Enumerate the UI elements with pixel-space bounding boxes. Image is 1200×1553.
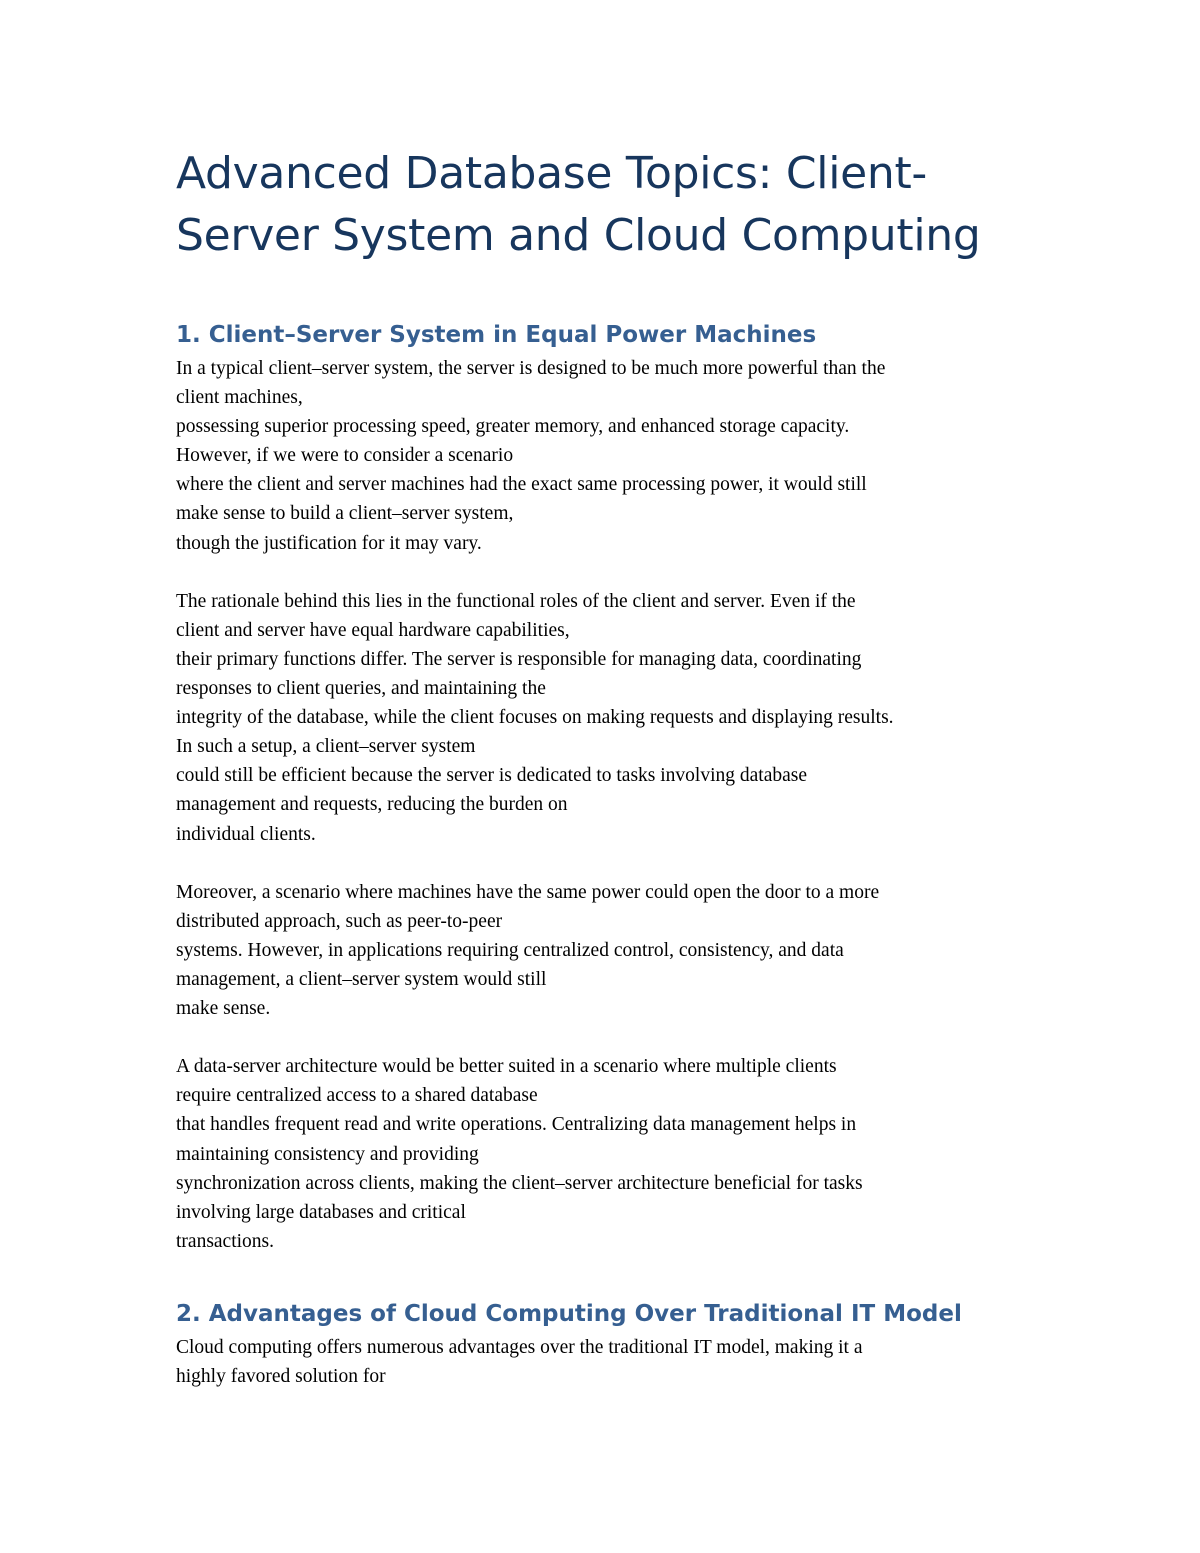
paragraph [176,878,1036,1023]
text-line: possessing superior processing speed, greater memory, and enhanced storage capacity. [176,416,850,438]
text-line: synchronization across clients, making the client–server architecture beneficial for tasks [176,1172,863,1194]
document-page [176,143,1036,1391]
text-line: responses to client queries, and maintaining the [176,678,546,700]
text-line: In a typical client–server system, the server is designed to be much more powerful than the [176,358,886,379]
text-line: involving large databases and critical [176,1201,466,1223]
text-line: make sense. [176,998,271,1020]
text-line: management, a client–server system would still [176,968,547,990]
text-line: make sense to build a client–server system, [176,503,514,525]
text-line: In such a setup, a client–server system [176,736,476,758]
section-client-server [176,319,1036,1256]
paragraph [176,354,1036,558]
text-line: systems. However, in applications requiring centralized control, consistency, and data [176,939,844,961]
text-line: Cloud computing offers numerous advantages over the traditional IT model, making it a [176,1336,863,1358]
text-line: The rationale behind this lies in the functional roles of the client and server. Even if the [176,590,856,612]
text-line: client machines, [176,387,303,409]
text-line: their primary functions differ. The server is responsible for managing data, coordinating [176,648,862,670]
text-line: that handles frequent read and write operations. Centralizing data management helps in [176,1114,857,1136]
text-line: integrity of the database, while the client focuses on making requests and displaying results. [176,707,894,729]
text-line: where the client and server machines had the exact same processing power, it would still [176,474,867,496]
text-line: distributed approach, such as peer-to-peer [176,910,503,932]
section-heading: 1. Client–Server System in Equal Power Machines [176,322,817,348]
paragraph-spacer [176,1023,1036,1052]
paragraph [176,1052,1036,1256]
text-line: individual clients. [176,823,316,845]
paragraph [176,587,1036,849]
section-cloud-computing [176,1298,1036,1391]
paragraph-spacer [176,849,1036,878]
text-line: highly favored solution for [176,1366,386,1387]
text-line: A data-server architecture would be better suited in a scenario where multiple clients [176,1056,837,1078]
paragraph-spacer [176,558,1036,587]
text-line: transactions. [176,1230,275,1252]
paragraph [176,1333,1036,1391]
text-line: though the justification for it may vary. [176,532,482,554]
text-line: could still be efficient because the server is dedicated to tasks involving database [176,765,808,787]
text-line: Moreover, a scenario where machines have the same power could open the door to a more [176,881,880,903]
text-line: require centralized access to a shared database [176,1085,538,1107]
text-line: maintaining consistency and providing [176,1143,479,1165]
section-heading: 2. Advantages of Cloud Computing Over Traditional IT Model [176,1300,962,1327]
document-title: Advanced Database Topics: Client-Server System and Cloud Computing [176,148,981,261]
text-line: However, if we were to consider a scenario [176,445,514,467]
text-line: management and requests, reducing the burden on [176,794,568,816]
text-line: client and server have equal hardware capabilities, [176,619,570,641]
